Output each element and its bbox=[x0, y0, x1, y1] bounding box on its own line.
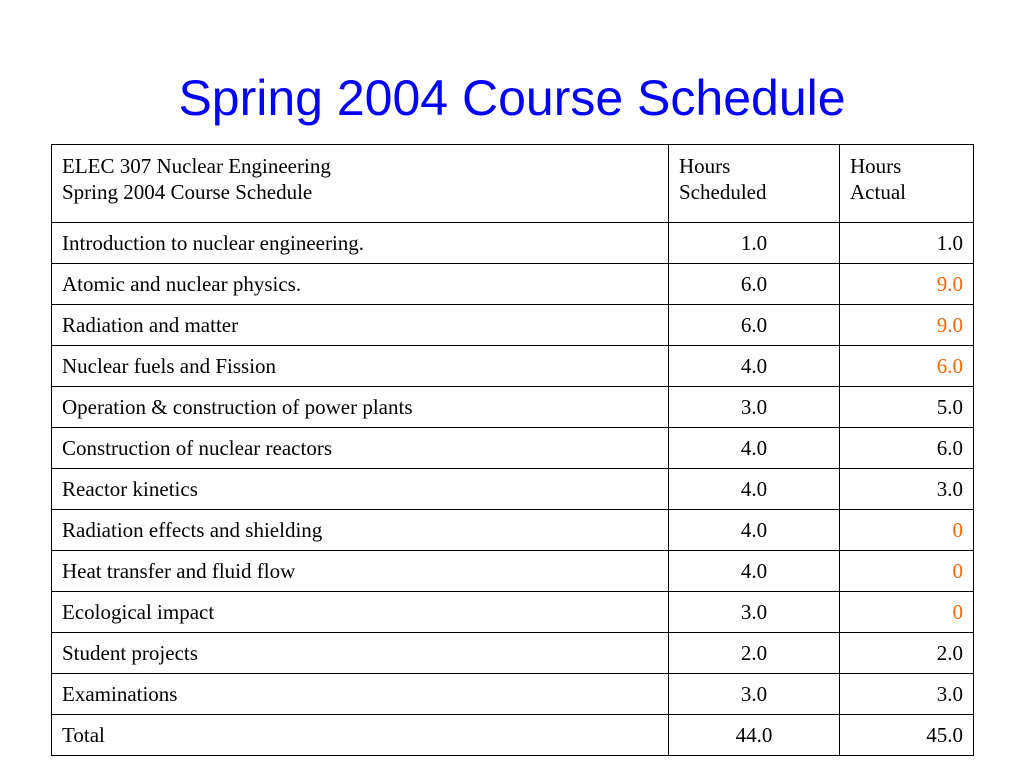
table-row bbox=[52, 674, 974, 715]
hours-actual-cell: 3.0 bbox=[840, 469, 974, 510]
header-actual-cell bbox=[840, 145, 974, 223]
hours-actual-cell: 0 bbox=[840, 510, 974, 551]
hours-scheduled-cell: 6.0 bbox=[669, 305, 840, 346]
table-row bbox=[52, 592, 974, 633]
hours-actual-cell: 6.0 bbox=[840, 346, 974, 387]
hours-scheduled-cell: 3.0 bbox=[669, 674, 840, 715]
table-row bbox=[52, 633, 974, 674]
topic-cell: Student projects bbox=[52, 633, 669, 674]
table-row bbox=[52, 264, 974, 305]
hours-scheduled-cell: 4.0 bbox=[669, 551, 840, 592]
table-row bbox=[52, 551, 974, 592]
hours-scheduled-cell: 4.0 bbox=[669, 346, 840, 387]
table-row bbox=[52, 223, 974, 264]
topic-cell: Atomic and nuclear physics. bbox=[52, 264, 669, 305]
hours-scheduled-cell: 4.0 bbox=[669, 469, 840, 510]
hours-scheduled-cell: 2.0 bbox=[669, 633, 840, 674]
hours-actual-cell: 6.0 bbox=[840, 428, 974, 469]
hours-actual-cell: 3.0 bbox=[840, 674, 974, 715]
header-scheduled-line1: Hours bbox=[679, 154, 731, 178]
hours-scheduled-cell: 44.0 bbox=[669, 715, 840, 756]
hours-actual-cell: 9.0 bbox=[840, 305, 974, 346]
hours-actual-cell: 45.0 bbox=[840, 715, 974, 756]
header-topic-line1: ELEC 307 Nuclear Engineering bbox=[62, 154, 331, 178]
header-topic-cell bbox=[52, 145, 669, 223]
topic-cell: Reactor kinetics bbox=[52, 469, 669, 510]
topic-cell: Radiation and matter bbox=[52, 305, 669, 346]
topic-cell: Nuclear fuels and Fission bbox=[52, 346, 669, 387]
page-title: Spring 2004 Course Schedule bbox=[178, 70, 846, 126]
header-scheduled-cell bbox=[669, 145, 840, 223]
topic-cell: Construction of nuclear reactors bbox=[52, 428, 669, 469]
topic-cell: Operation & construction of power plants bbox=[52, 387, 669, 428]
hours-actual-cell: 9.0 bbox=[840, 264, 974, 305]
table-row bbox=[52, 428, 974, 469]
table-row bbox=[52, 346, 974, 387]
hours-scheduled-cell: 4.0 bbox=[669, 428, 840, 469]
table-row bbox=[52, 715, 974, 756]
topic-cell: Ecological impact bbox=[52, 592, 669, 633]
hours-actual-cell: 2.0 bbox=[840, 633, 974, 674]
table-row bbox=[52, 387, 974, 428]
hours-scheduled-cell: 3.0 bbox=[669, 387, 840, 428]
topic-cell: Total bbox=[52, 715, 669, 756]
header-actual-line2: Actual bbox=[850, 180, 906, 204]
hours-scheduled-cell: 4.0 bbox=[669, 510, 840, 551]
table-row bbox=[52, 510, 974, 551]
topic-cell: Heat transfer and fluid flow bbox=[52, 551, 669, 592]
hours-actual-cell: 0 bbox=[840, 592, 974, 633]
topic-cell: Introduction to nuclear engineering. bbox=[52, 223, 669, 264]
header-topic-line2: Spring 2004 Course Schedule bbox=[62, 180, 313, 204]
hours-scheduled-cell: 1.0 bbox=[669, 223, 840, 264]
hours-scheduled-cell: 3.0 bbox=[669, 592, 840, 633]
topic-cell: Examinations bbox=[52, 674, 669, 715]
hours-scheduled-cell: 6.0 bbox=[669, 264, 840, 305]
table-row bbox=[52, 469, 974, 510]
topic-cell: Radiation effects and shielding bbox=[52, 510, 669, 551]
hours-actual-cell: 5.0 bbox=[840, 387, 974, 428]
hours-actual-cell: 1.0 bbox=[840, 223, 974, 264]
course-schedule-table bbox=[51, 144, 974, 756]
hours-actual-cell: 0 bbox=[840, 551, 974, 592]
header-scheduled-line2: Scheduled bbox=[679, 180, 767, 204]
table-header-row bbox=[52, 145, 974, 223]
header-actual-line1: Hours bbox=[850, 154, 902, 178]
table-row bbox=[52, 305, 974, 346]
